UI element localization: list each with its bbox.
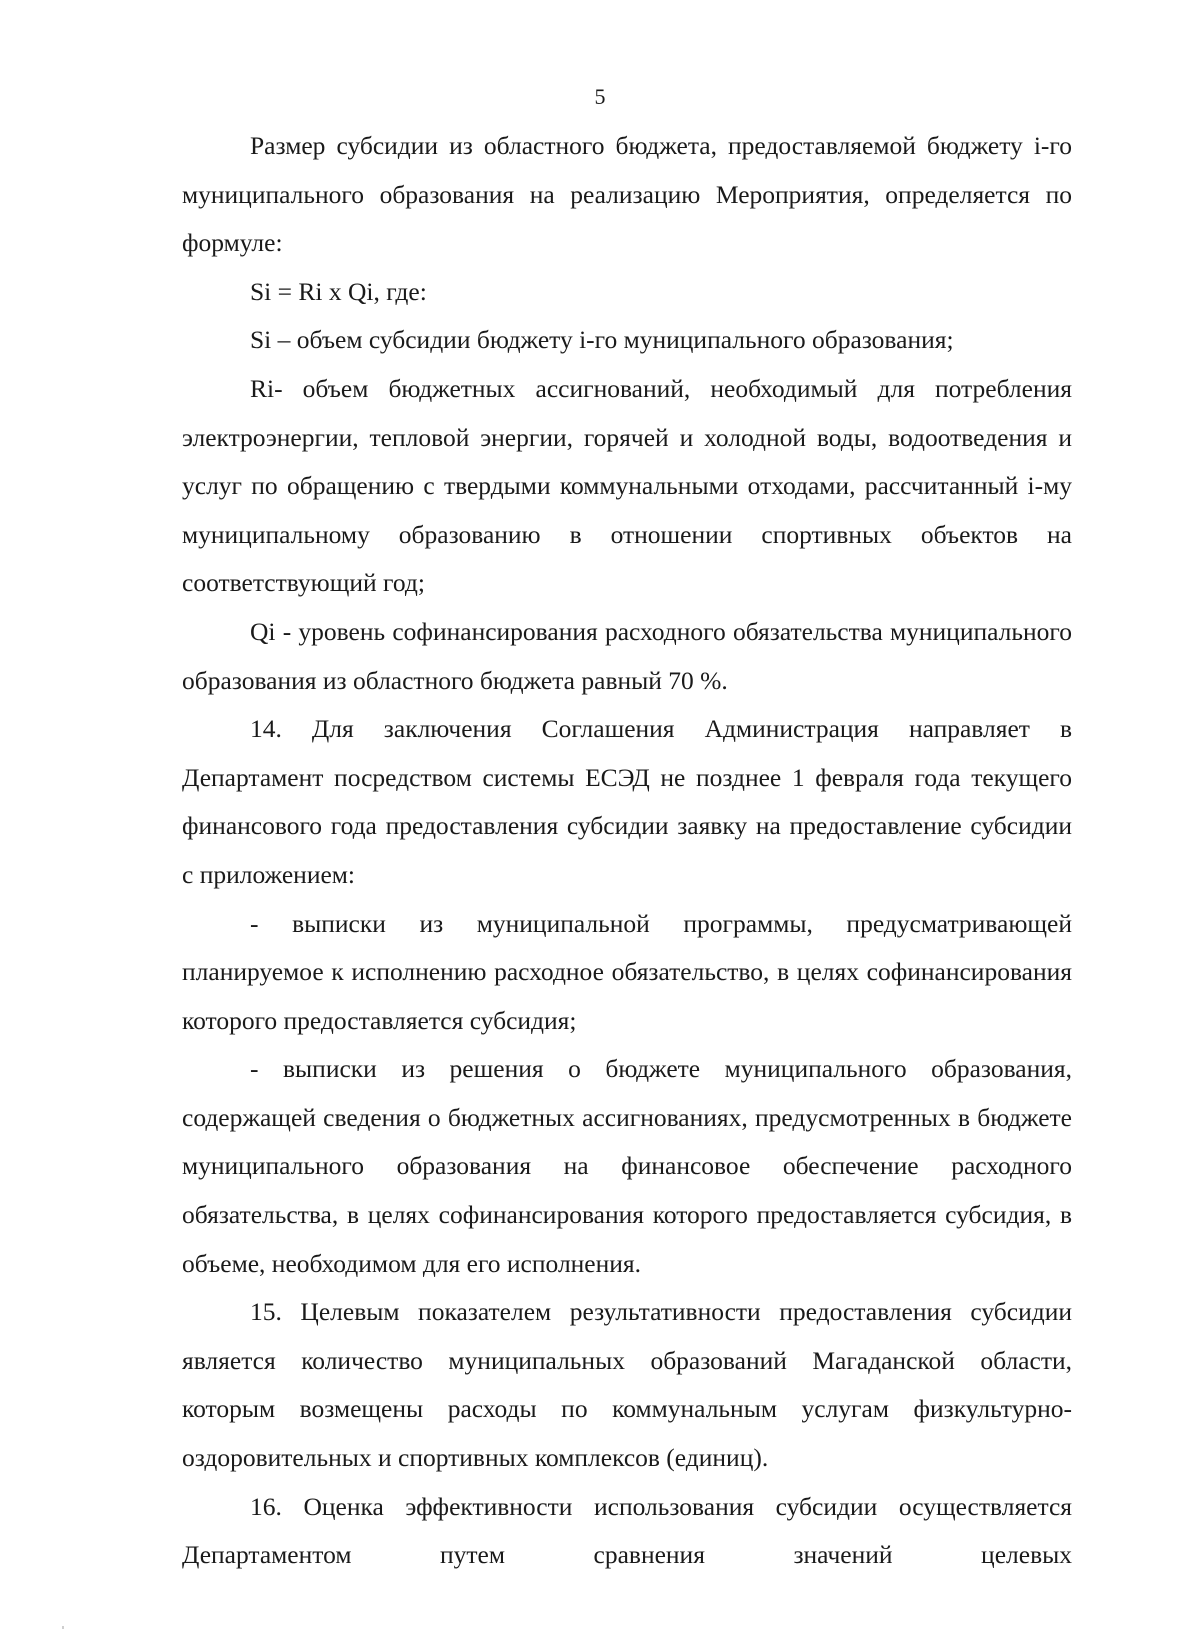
paragraph-ri-definition: Ri- объем бюджетных ассигнований, необходимый для потребления электроэнергии, тепловой энергии, горячей и холодной воды, водоотведения и услуг по обращению с твердыми коммунальными отходами, рассчитанный i-му муниципальному образованию в отношении спортивных объектов на соответствующий год; bbox=[182, 373, 1072, 598]
paragraph-program-extract: - выписки из муниципальной программы, предусматривающей планируемое к исполнению расходное обязательство, в целях софинансирования которого предоставляется субсидия; bbox=[182, 908, 1072, 1035]
scan-artifact bbox=[62, 1626, 64, 1629]
paragraph-subsidy-size: Размер субсидии из областного бюджета, предоставляемой бюджету i-го муниципального образования на реализацию Мероприятия, определяется по формуле: bbox=[182, 131, 1072, 258]
paragraph-si-definition: Si – объем субсидии бюджету i-го муниципального образования; bbox=[250, 325, 954, 355]
paragraph-item-15: 15. Целевым показателем результативности предоставления субсидии является количество муниципальных образований Магаданской области, которым возмещены расходы по коммунальным услугам физкультурно-оздоровительных и спортивных комплексов (единиц). bbox=[182, 1297, 1072, 1473]
paragraph-qi-definition: Qi - уровень софинансирования расходного обязательства муниципального образования из областного бюджета равный 70 %. bbox=[182, 616, 1072, 695]
document-body bbox=[182, 122, 1072, 1580]
paragraph-budget-extract: - выписки из решения о бюджете муниципального образования, содержащей сведения о бюджетных ассигнованиях, предусмотренных в бюджете муниципального образования на финансовое обеспечение расходного обязательства, в целях софинансирования которого предоставляется субсидия, в объеме, необходимом для его исполнения. bbox=[182, 1054, 1072, 1278]
paragraph-formula: Si = Ri x Qi, где: bbox=[250, 276, 427, 306]
paragraph-item-16: 16. Оценка эффективности использования субсидии осуществляется Департаментом путем сравнения значений целевых bbox=[182, 1491, 1072, 1570]
paragraph-item-14: 14. Для заключения Соглашения Администрация направляет в Департамент посредством системы ЕСЭД не позднее 1 февраля года текущего финансового года предоставления субсидии заявку на предоставление субсидии с приложением: bbox=[182, 714, 1072, 889]
page-number: 5 bbox=[594, 84, 606, 109]
